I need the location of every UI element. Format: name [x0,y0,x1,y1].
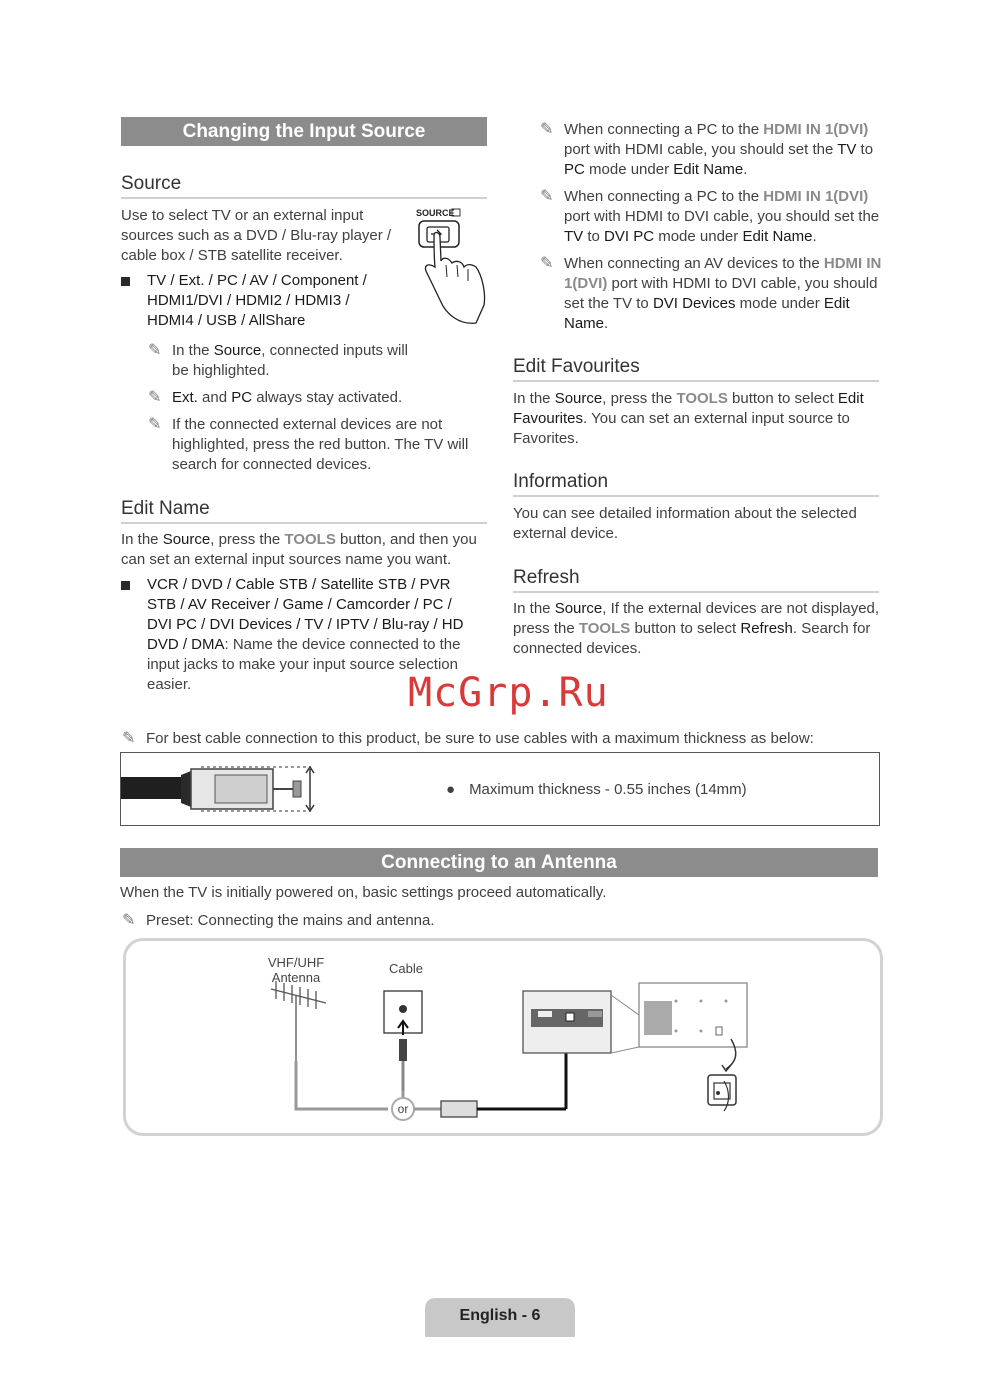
right-note-1: ✎ When connecting a PC to the HDMI IN 1(DVI) port with HDMI cable, you should set the TV to PC mode under Edit Name. [540,121,874,178]
information-paragraph: You can see detailed information about the selected external device. [513,505,857,542]
hand-pressing-icon [410,205,490,345]
edit-name-paragraph: In the Source, press the TOOLS button, and then you can set an external input sources name you want. [121,531,477,568]
heading-edit-name: Edit Name [121,498,487,524]
section-banner-antenna [120,848,878,877]
cable-thickness-box [120,752,880,826]
pencil-note-icon: ✎ [122,730,136,747]
antenna-intro: When the TV is initially powered on, basic settings proceed automatically. [120,884,607,901]
edit-favourites-paragraph: In the Source, press the TOOLS button to select Edit Favourites. You can set an external input source to Favorites. [513,390,864,447]
pencil-note-icon: ✎ [540,188,554,205]
refresh-paragraph: In the Source, If the external devices are not displayed, press the TOOLS button to select Refresh. Search for connected devices. [513,600,880,657]
pencil-note-icon: ✎ [148,416,162,433]
source-note-3: ✎ If the connected external devices are not highlighted, press the red button. The TV will search for connected devices. [148,416,469,473]
section-banner-input-source [121,117,487,146]
pencil-note-icon: ✎ [540,255,554,272]
pencil-note-icon: ✎ [148,389,162,406]
antenna-wiring-icon [126,941,880,1133]
source-note-1: ✎ In the Source, connected inputs will be highlighted. [148,342,408,379]
source-intro: Use to select TV or an external input sources such as a DVD / Blu-ray player / cable box / STB satellite receiver. [121,207,392,264]
heading-refresh: Refresh [513,567,879,593]
remote-source-label: SOURCE [416,208,455,218]
edit-name-devices-bullet: VCR / DVD / Cable STB / Satellite STB / PVR STB / AV Receiver / Game / Camcorder / PC / DVI PC / DVI Devices / TV / IPTV / Blu-ray / HD DVD / DMA: Name the device connected to the input jacks to make your input source selection easier. [147,575,477,695]
right-note-3: ✎ When connecting an AV devices to the HDMI IN 1(DVI) port with HDMI to DVI cable, you should set the TV to DVI Devices mode under Edit Name. [540,255,882,332]
pencil-note-icon: ✎ [148,342,162,359]
page-footer [425,1298,575,1337]
pencil-note-icon: ✎ [122,912,136,929]
antenna-preset-note: ✎ Preset: Connecting the mains and antenna. [122,912,435,929]
heading-source: Source [121,173,487,199]
vhf-uhf-antenna-label: VHF/UHF Antenna [267,955,325,985]
heading-edit-favourites: Edit Favourites [513,356,879,382]
source-inputs-bullet: TV / Ext. / PC / AV / Component / HDMI1/DVI / HDMI2 / HDMI3 / HDMI4 / USB / AllShare [147,271,397,331]
cable-thickness-note: ✎ For best cable connection to this product, be sure to use cables with a maximum thickness as below: [122,730,814,747]
section-title: Changing the Input Source [182,121,426,142]
square-bullet-icon [121,581,130,590]
pencil-note-icon: ✎ [540,121,554,138]
source-note-2: ✎ Ext. and PC always stay activated. [148,389,403,406]
antenna-connection-diagram [123,938,883,1136]
source-button-illustration [410,205,490,345]
cable-label: Cable [389,961,423,976]
heading-information: Information [513,471,879,497]
watermark: McGrp.Ru [408,670,609,716]
cable-spec: ● Maximum thickness - 0.55 inches (14mm) [446,781,747,798]
or-label: or [397,1102,409,1116]
page-number: English - 6 [459,1307,541,1324]
round-bullet-icon: ● [446,781,456,798]
square-bullet-icon [121,277,130,286]
section-title: Connecting to an Antenna [381,852,617,873]
right-note-2: ✎ When connecting a PC to the HDMI IN 1(DVI) port with HDMI to DVI cable, you should set the TV to DVI PC mode under Edit Name. [540,188,880,245]
cable-plug-icon [121,753,451,825]
